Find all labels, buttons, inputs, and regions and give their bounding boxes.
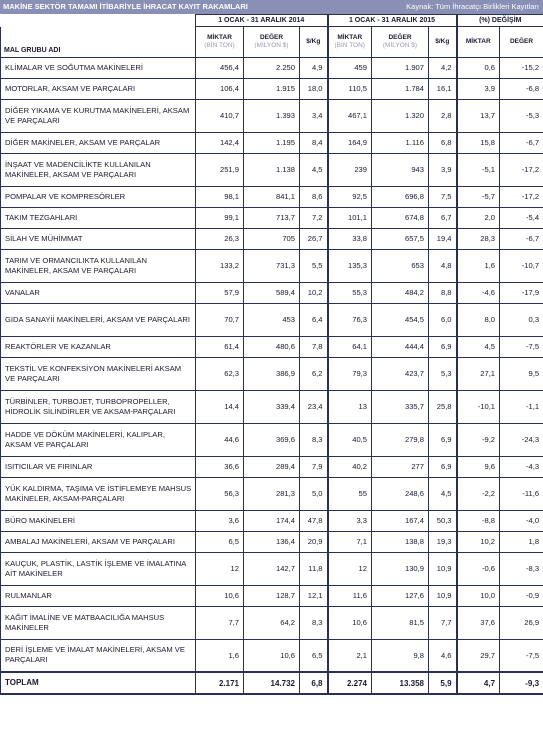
group-header-row [1,15,543,27]
row-perkg-2014: 6,5 [300,639,328,672]
row-change-deger: -10,7 [500,249,543,282]
row-perkg-2015: 4,2 [429,57,457,78]
row-perkg-2014: 5,0 [300,477,328,510]
row-change-miktar: 10,2 [457,531,500,552]
row-perkg-2015: 6,9 [429,336,457,357]
row-change-deger: -6,8 [500,78,543,99]
row-perkg-2014: 47,8 [300,510,328,531]
row-miktar-2015: 13 [328,390,372,423]
row-miktar-2015: 110,5 [328,78,372,99]
row-miktar-2014: 57,9 [196,282,244,303]
row-perkg-2015: 10,9 [429,585,457,606]
row-perkg-2014: 4,9 [300,57,328,78]
row-name: AMBALAJ MAKİNELERİ, AKSAM VE PARÇALARI [1,531,196,552]
table-row [1,357,543,390]
table-row [1,639,543,672]
col-deger-2014 [244,27,300,58]
row-miktar-2014: 251,9 [196,153,244,186]
row-change-deger: 0,3 [500,303,543,336]
row-change-miktar: 1,6 [457,249,500,282]
row-deger-2015: 1.784 [372,78,429,99]
group-change: (%) DEĞİŞİM [457,15,543,27]
table-row [1,531,543,552]
table-row [1,249,543,282]
row-name: MOTORLAR, AKSAM VE PARÇALARI [1,78,196,99]
row-change-miktar: 3,9 [457,78,500,99]
row-miktar-2015: 76,3 [328,303,372,336]
row-deger-2014: 369,6 [244,423,300,456]
row-perkg-2014: 3,4 [300,99,328,132]
row-name: DİĞER MAKİNELER, AKSAM VE PARÇALAR [1,132,196,153]
row-deger-2014: 841,1 [244,186,300,207]
row-miktar-2014: 7,7 [196,606,244,639]
row-deger-2015: 1.907 [372,57,429,78]
table-body [1,57,543,694]
row-perkg-2015: 7,7 [429,606,457,639]
row-deger-2015: 674,8 [372,207,429,228]
row-deger-2015: 696,8 [372,186,429,207]
row-miktar-2014: 410,7 [196,99,244,132]
row-deger-2015: 484,2 [372,282,429,303]
row-perkg-2014: 11,8 [300,552,328,585]
row-deger-2014: 281,3 [244,477,300,510]
row-deger-2014: 10,6 [244,639,300,672]
row-miktar-2014: 61,4 [196,336,244,357]
row-deger-2014: 136,4 [244,531,300,552]
row-change-deger: -6,7 [500,228,543,249]
row-perkg-2015: 4,5 [429,477,457,510]
row-miktar-2014: 14,4 [196,390,244,423]
row-miktar-2015: 11,6 [328,585,372,606]
row-deger-2014: 1.195 [244,132,300,153]
row-deger-2015: 653 [372,249,429,282]
row-miktar-2014: 98,1 [196,186,244,207]
col-deger-2014-label: DEĞER [259,33,284,41]
row-change-deger: -0,9 [500,585,543,606]
row-miktar-2015: 55,3 [328,282,372,303]
table-row [1,423,543,456]
table-title: MAKİNE SEKTÖR TAMAMI İTİBARİYLE İHRACAT KAYIT RAKAMLARI [0,0,339,14]
col-perkg-2015: $/Kg [429,27,457,58]
row-change-miktar: -10,1 [457,390,500,423]
row-change-miktar: 27,1 [457,357,500,390]
table-row [1,456,543,477]
row-name: KLİMALAR VE SOĞUTMA MAKİNELERİ [1,57,196,78]
row-name: REAKTÖRLER VE KAZANLAR [1,336,196,357]
row-miktar-2015: 33,8 [328,228,372,249]
row-perkg-2015: 50,3 [429,510,457,531]
row-miktar-2015: 10,6 [328,606,372,639]
table-row [1,477,543,510]
row-name: KAUÇUK, PLASTİK, LASTİK İŞLEME VE İMALATINA AİT MAKİNELER [1,552,196,585]
row-perkg-2015: 6,0 [429,303,457,336]
row-name: TEKSTİL VE KONFEKSİYON MAKİNELERİ AKSAM VE PARÇALARI [1,357,196,390]
row-name: TÜRBİNLER, TURBOJET, TURBOPROPELLER, HİDROLİK SİLİNDİRLER VE AKSAM-PARÇALARI [1,390,196,423]
row-perkg-2014: 8,3 [300,423,328,456]
row-miktar-2015: 92,5 [328,186,372,207]
row-miktar-2015: 467,1 [328,99,372,132]
table-row [1,57,543,78]
row-miktar-2014: 62,3 [196,357,244,390]
row-deger-2015: 444,4 [372,336,429,357]
total-change-miktar: 4,7 [457,672,500,694]
row-name: SİLAH VE MÜHİMMAT [1,228,196,249]
row-miktar-2014: 133,2 [196,249,244,282]
col-deger-2015 [372,27,429,58]
row-deger-2015: 943 [372,153,429,186]
col-deger-2014-unit: (MİLYON $) [254,41,289,49]
row-deger-2015: 167,4 [372,510,429,531]
row-miktar-2015: 135,3 [328,249,372,282]
row-deger-2014: 2.250 [244,57,300,78]
row-perkg-2015: 6,7 [429,207,457,228]
row-perkg-2015: 19,4 [429,228,457,249]
row-perkg-2014: 7,2 [300,207,328,228]
row-name: DİĞER YIKAMA VE KURUTMA MAKİNELERİ, AKSAM VE PARÇALARI [1,99,196,132]
row-miktar-2014: 26,3 [196,228,244,249]
row-perkg-2015: 6,9 [429,456,457,477]
row-deger-2014: 142,7 [244,552,300,585]
row-deger-2015: 279,8 [372,423,429,456]
col-miktar-2014 [196,27,244,58]
row-miktar-2014: 70,7 [196,303,244,336]
row-name: DERİ İŞLEME VE İMALAT MAKİNELERİ, AKSAM VE PARÇALARI [1,639,196,672]
table-row [1,78,543,99]
row-miktar-2014: 6,5 [196,531,244,552]
export-table [0,14,543,695]
row-deger-2014: 174,4 [244,510,300,531]
row-miktar-2014: 12 [196,552,244,585]
row-change-deger: -8,3 [500,552,543,585]
row-name: İNŞAAT VE MADENCİLİKTE KULLANILAN MAKİNELER, AKSAM VE PARÇALARI [1,153,196,186]
col-miktar-2015-unit: (BİN TON) [334,41,365,49]
row-change-deger: 26,9 [500,606,543,639]
row-change-deger: 9,5 [500,357,543,390]
row-perkg-2014: 20,9 [300,531,328,552]
row-change-miktar: -0,6 [457,552,500,585]
row-deger-2014: 453 [244,303,300,336]
row-miktar-2014: 456,4 [196,57,244,78]
row-miktar-2015: 64,1 [328,336,372,357]
row-perkg-2015: 6,8 [429,132,457,153]
row-change-deger: -15,2 [500,57,543,78]
row-change-miktar: 9,6 [457,456,500,477]
col-miktar-2015 [328,27,372,58]
row-change-miktar: -2,2 [457,477,500,510]
row-change-miktar: 4,5 [457,336,500,357]
row-perkg-2014: 8,6 [300,186,328,207]
col-name: MAL GRUBU ADI [1,27,196,58]
source-note: Kaynak: Tüm İhracatçı Birlikleri Kayıtları [339,0,543,14]
row-perkg-2014: 10,2 [300,282,328,303]
row-deger-2015: 130,9 [372,552,429,585]
table-row [1,186,543,207]
row-name: POMPALAR VE KOMPRESÖRLER [1,186,196,207]
row-change-deger: -17,9 [500,282,543,303]
row-deger-2015: 81,5 [372,606,429,639]
col-change-miktar: MİKTAR [457,27,500,58]
row-miktar-2014: 56,3 [196,477,244,510]
row-deger-2014: 128,7 [244,585,300,606]
row-perkg-2015: 7,5 [429,186,457,207]
row-change-deger: -24,3 [500,423,543,456]
row-deger-2014: 1.138 [244,153,300,186]
row-miktar-2015: 40,2 [328,456,372,477]
table-row [1,207,543,228]
row-perkg-2015: 6,9 [429,423,457,456]
table-row [1,552,543,585]
row-name: TARIM VE ORMANCILIKTA KULLANILAN MAKİNELER, AKSAM VE PARÇALARI [1,249,196,282]
row-deger-2015: 454,5 [372,303,429,336]
row-change-miktar: 2,0 [457,207,500,228]
row-perkg-2014: 23,4 [300,390,328,423]
table-row [1,153,543,186]
col-change-deger: DEĞER [500,27,543,58]
row-miktar-2015: 164,9 [328,132,372,153]
table-row [1,585,543,606]
row-name: TAKIM TEZGAHLARI [1,207,196,228]
row-name: YÜK KALDIRMA, TAŞIMA VE İSTİFLEMEYE MAHSUS MAKİNELER, AKSAM-PARÇALARI [1,477,196,510]
row-miktar-2015: 7,1 [328,531,372,552]
row-deger-2014: 386,9 [244,357,300,390]
row-change-miktar: -5,7 [457,186,500,207]
row-deger-2015: 248,6 [372,477,429,510]
row-change-deger: -4,3 [500,456,543,477]
row-miktar-2015: 3,3 [328,510,372,531]
row-miktar-2015: 40,5 [328,423,372,456]
row-perkg-2015: 2,8 [429,99,457,132]
table-row [1,282,543,303]
row-change-deger: -6,7 [500,132,543,153]
row-miktar-2014: 99,1 [196,207,244,228]
row-miktar-2015: 2,1 [328,639,372,672]
row-deger-2015: 9,8 [372,639,429,672]
row-perkg-2015: 5,3 [429,357,457,390]
row-change-miktar: 13,7 [457,99,500,132]
row-change-deger: -11,6 [500,477,543,510]
header-bar [0,0,543,14]
row-perkg-2015: 8,8 [429,282,457,303]
row-change-deger: -5,3 [500,99,543,132]
row-perkg-2014: 5,5 [300,249,328,282]
blank-header [1,15,196,27]
row-perkg-2014: 12,1 [300,585,328,606]
col-miktar-2014-label: MİKTAR [207,33,232,41]
table-row [1,390,543,423]
row-change-miktar: -9,2 [457,423,500,456]
total-change-deger: -9,3 [500,672,543,694]
row-perkg-2014: 26,7 [300,228,328,249]
row-deger-2014: 713,7 [244,207,300,228]
col-deger-2015-label: DEĞER [388,33,412,41]
row-deger-2014: 1.393 [244,99,300,132]
col-miktar-2015-label: MİKTAR [337,33,363,41]
row-change-deger: -5,4 [500,207,543,228]
row-name: VANALAR [1,282,196,303]
row-perkg-2015: 3,9 [429,153,457,186]
row-perkg-2014: 7,8 [300,336,328,357]
table-row [1,132,543,153]
row-change-miktar: 8,0 [457,303,500,336]
row-deger-2014: 705 [244,228,300,249]
row-miktar-2014: 44,6 [196,423,244,456]
row-perkg-2015: 16,1 [429,78,457,99]
row-miktar-2014: 3,6 [196,510,244,531]
row-name: BÜRO MAKİNELERİ [1,510,196,531]
row-deger-2015: 1.320 [372,99,429,132]
total-row [1,672,543,694]
row-perkg-2015: 25,8 [429,390,457,423]
total-perkg-2014: 6,8 [300,672,328,694]
row-miktar-2015: 79,3 [328,357,372,390]
row-change-deger: 1,8 [500,531,543,552]
table-row [1,336,543,357]
row-change-miktar: 29,7 [457,639,500,672]
row-deger-2015: 657,5 [372,228,429,249]
row-miktar-2015: 101,1 [328,207,372,228]
row-deger-2015: 127,6 [372,585,429,606]
row-name: ISITICILAR VE FIRINLAR [1,456,196,477]
row-deger-2014: 339,4 [244,390,300,423]
row-miktar-2015: 459 [328,57,372,78]
row-perkg-2014: 7,9 [300,456,328,477]
row-name: KAĞIT İMALİNE VE MATBAACILIĞA MAHSUS MAKİNELER [1,606,196,639]
row-change-deger: -7,5 [500,639,543,672]
row-deger-2015: 1.116 [372,132,429,153]
table-row [1,99,543,132]
total-name: TOPLAM [1,672,196,694]
row-change-miktar: 15,8 [457,132,500,153]
group-2014: 1 OCAK - 31 ARALIK 2014 [196,15,328,27]
row-miktar-2014: 106,4 [196,78,244,99]
total-deger-2014: 14.732 [244,672,300,694]
row-deger-2015: 277 [372,456,429,477]
total-deger-2015: 13.358 [372,672,429,694]
row-change-deger: -17,2 [500,153,543,186]
row-deger-2015: 423,7 [372,357,429,390]
row-perkg-2015: 4,6 [429,639,457,672]
row-perkg-2015: 4,8 [429,249,457,282]
row-change-deger: -4,0 [500,510,543,531]
row-deger-2015: 138,8 [372,531,429,552]
row-change-miktar: -5,1 [457,153,500,186]
row-change-miktar: 37,6 [457,606,500,639]
row-name: HADDE VE DÖKÜM MAKİNELERİ, KALIPLAR, AKSAM VE PARÇALARI [1,423,196,456]
row-deger-2014: 289,4 [244,456,300,477]
row-miktar-2015: 55 [328,477,372,510]
row-perkg-2014: 6,4 [300,303,328,336]
row-miktar-2015: 12 [328,552,372,585]
row-name: GIDA SANAYİİ MAKİNELERİ, AKSAM VE PARÇALARI [1,303,196,336]
row-change-deger: -17,2 [500,186,543,207]
row-miktar-2014: 10,6 [196,585,244,606]
row-perkg-2014: 18,0 [300,78,328,99]
row-change-deger: -7,5 [500,336,543,357]
table-row [1,228,543,249]
total-miktar-2015: 2.274 [328,672,372,694]
row-miktar-2014: 36,6 [196,456,244,477]
total-perkg-2015: 5,9 [429,672,457,694]
col-deger-2015-unit: (MİLYON $) [382,41,418,49]
row-change-miktar: -4,6 [457,282,500,303]
col-miktar-2014-unit: (BİN TON) [204,41,235,49]
row-perkg-2014: 8,3 [300,606,328,639]
table-row [1,510,543,531]
row-deger-2014: 589,4 [244,282,300,303]
row-miktar-2014: 1,6 [196,639,244,672]
column-header-row [1,27,543,58]
row-perkg-2015: 10,9 [429,552,457,585]
row-name: RULMANLAR [1,585,196,606]
row-change-miktar: -8,8 [457,510,500,531]
total-miktar-2014: 2.171 [196,672,244,694]
row-deger-2014: 731,3 [244,249,300,282]
row-perkg-2014: 4,5 [300,153,328,186]
row-change-deger: -1,1 [500,390,543,423]
row-deger-2014: 1.915 [244,78,300,99]
row-change-miktar: 10,0 [457,585,500,606]
table-row [1,303,543,336]
row-miktar-2014: 142,4 [196,132,244,153]
row-change-miktar: 28,3 [457,228,500,249]
row-miktar-2015: 239 [328,153,372,186]
row-deger-2014: 480,6 [244,336,300,357]
table-row [1,606,543,639]
row-deger-2014: 64,2 [244,606,300,639]
row-deger-2015: 335,7 [372,390,429,423]
group-2015: 1 OCAK - 31 ARALIK 2015 [328,15,457,27]
row-perkg-2014: 6,2 [300,357,328,390]
row-perkg-2014: 8,4 [300,132,328,153]
row-change-miktar: 0,6 [457,57,500,78]
row-perkg-2015: 19,3 [429,531,457,552]
col-perkg-2014: $/Kg [300,27,328,58]
